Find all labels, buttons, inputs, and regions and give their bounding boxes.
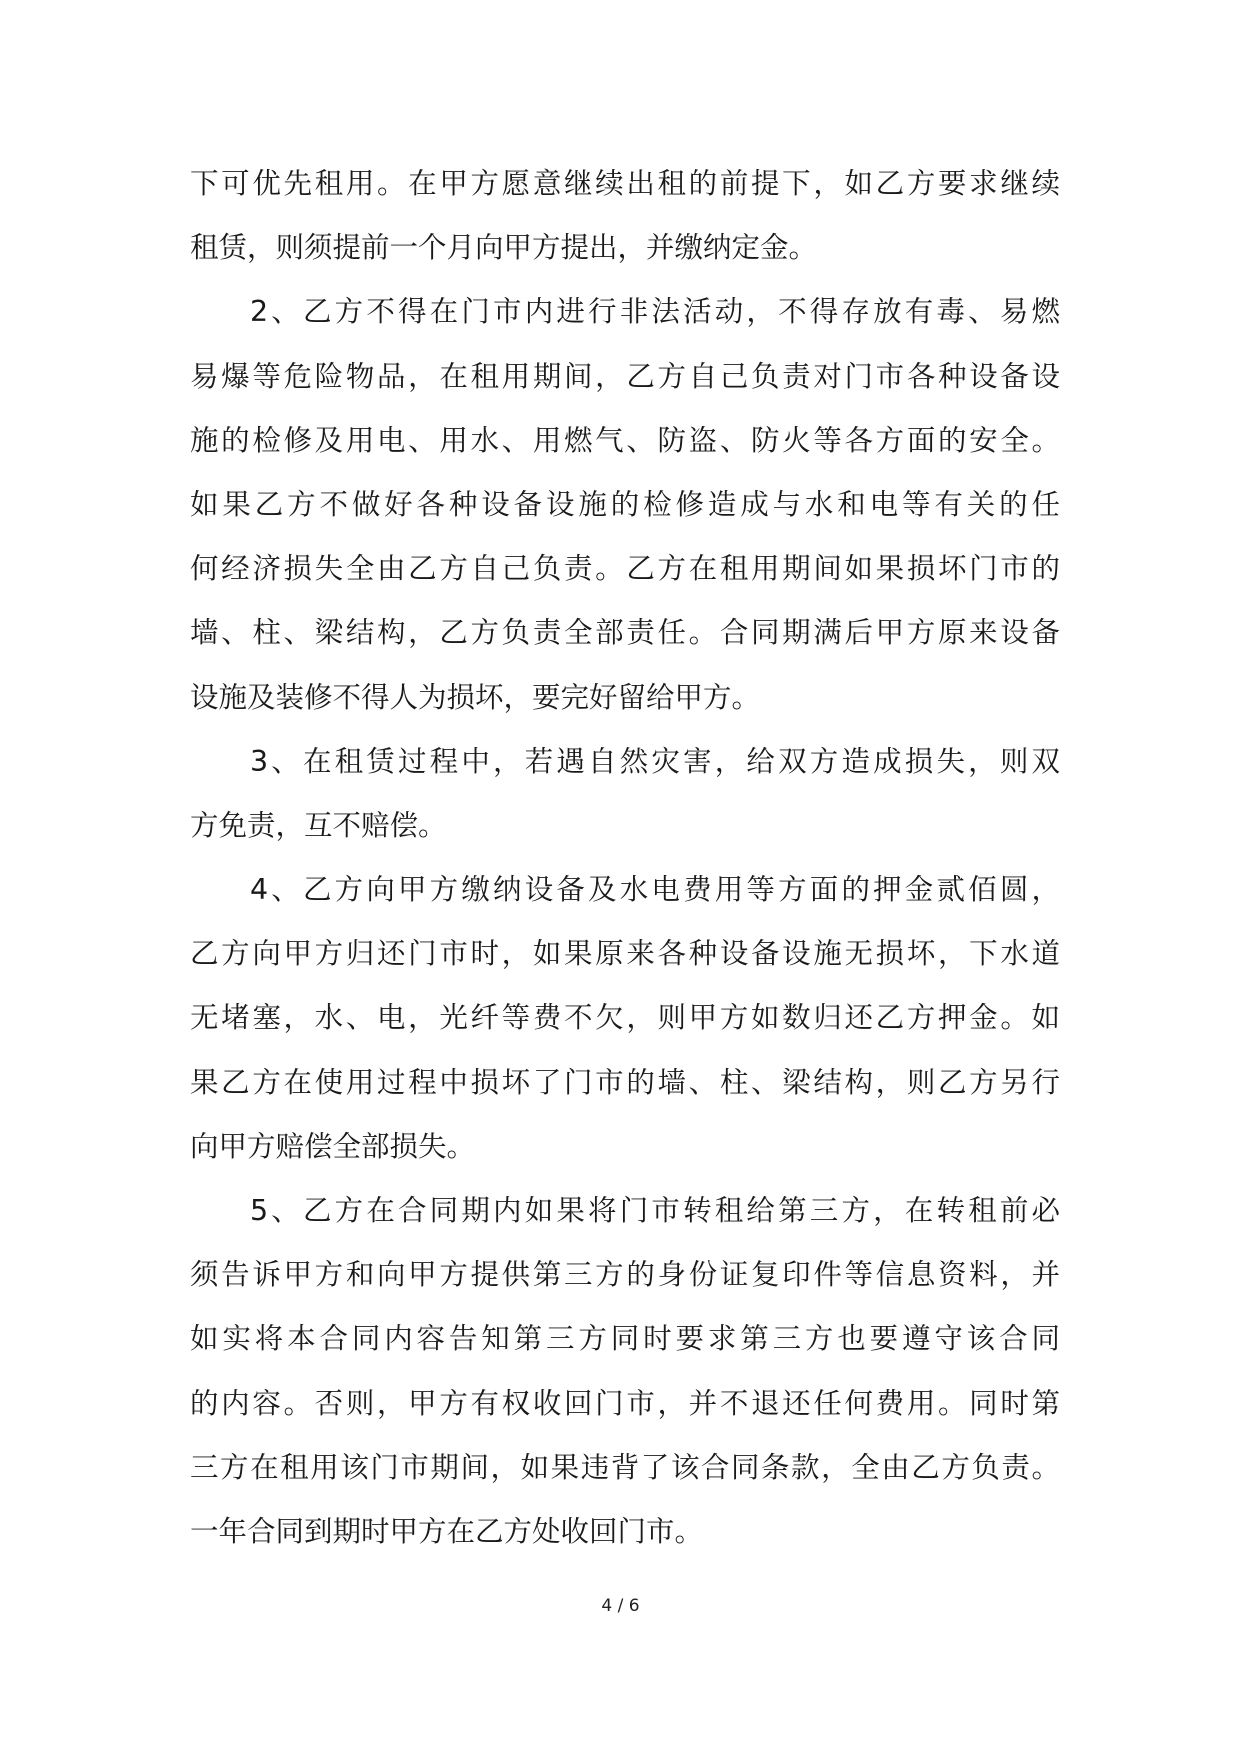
text-line: 易爆等危险物品，在租用期间，乙方自己负责对门市各种设备设 <box>190 359 1060 393</box>
text-line: 3、在租赁过程中，若遇自然灾害，给双方造成损失，则双 <box>250 744 1060 778</box>
text-line: 5、乙方在合同期内如果将门市转租给第三方，在转租前必 <box>250 1194 1060 1227</box>
text-line: 无堵塞，水、电，光纤等费不欠，则甲方如数归还乙方押金。如 <box>190 1001 1060 1035</box>
text-line: 一年合同到期时甲方在乙方处收回门市。 <box>190 1514 704 1548</box>
text-line: 2、乙方不得在门市内进行非法活动，不得存放有毒、易燃 <box>250 295 1060 329</box>
text-line: 果乙方在使用过程中损坏了门市的墙、柱、梁结构，则乙方另行 <box>190 1065 1060 1099</box>
text-line: 方免责，互不赔偿。 <box>190 808 447 842</box>
text-line: 如实将本合同内容告知第三方同时要求第三方也要遵守该合同 <box>190 1322 1060 1356</box>
text-line: 下可优先租用。在甲方愿意继续出租的前提下，如乙方要求继续 <box>190 167 1060 200</box>
text-line: 的内容。否则，甲方有权收回门市，并不退还任何费用。同时第 <box>190 1386 1060 1420</box>
text-line: 须告诉甲方和向甲方提供第三方的身份证复印件等信息资料，并 <box>190 1258 1060 1292</box>
text-line: 墙、柱、梁结构，乙方负责全部责任。合同期满后甲方原来设备 <box>190 616 1060 650</box>
text-line: 设施及装修不得人为损坏，要完好留给甲方。 <box>190 680 761 714</box>
text-line: 施的检修及用电、用水、用燃气、防盗、防火等各方面的安全。 <box>190 423 1060 457</box>
text-line: 何经济损失全由乙方自己负责。乙方在租用期间如果损坏门市的 <box>190 552 1060 586</box>
document-body <box>190 152 1060 1564</box>
text-line: 三方在租用该门市期间，如果违背了该合同条款，全由乙方负责。 <box>190 1450 1060 1484</box>
text-line: 租赁，则须提前一个月向甲方提出，并缴纳定金。 <box>190 231 818 265</box>
text-line: 如果乙方不做好各种设备设施的检修造成与水和电等有关的任 <box>190 487 1060 521</box>
page-number: 4 / 6 <box>601 1596 640 1616</box>
text-line: 向甲方赔偿全部损失。 <box>190 1129 476 1163</box>
text-line: 乙方向甲方归还门市时，如果原来各种设备设施无损坏，下水道 <box>190 937 1060 971</box>
text-line: 4、乙方向甲方缴纳设备及水电费用等方面的押金贰佰圆， <box>250 873 1060 907</box>
